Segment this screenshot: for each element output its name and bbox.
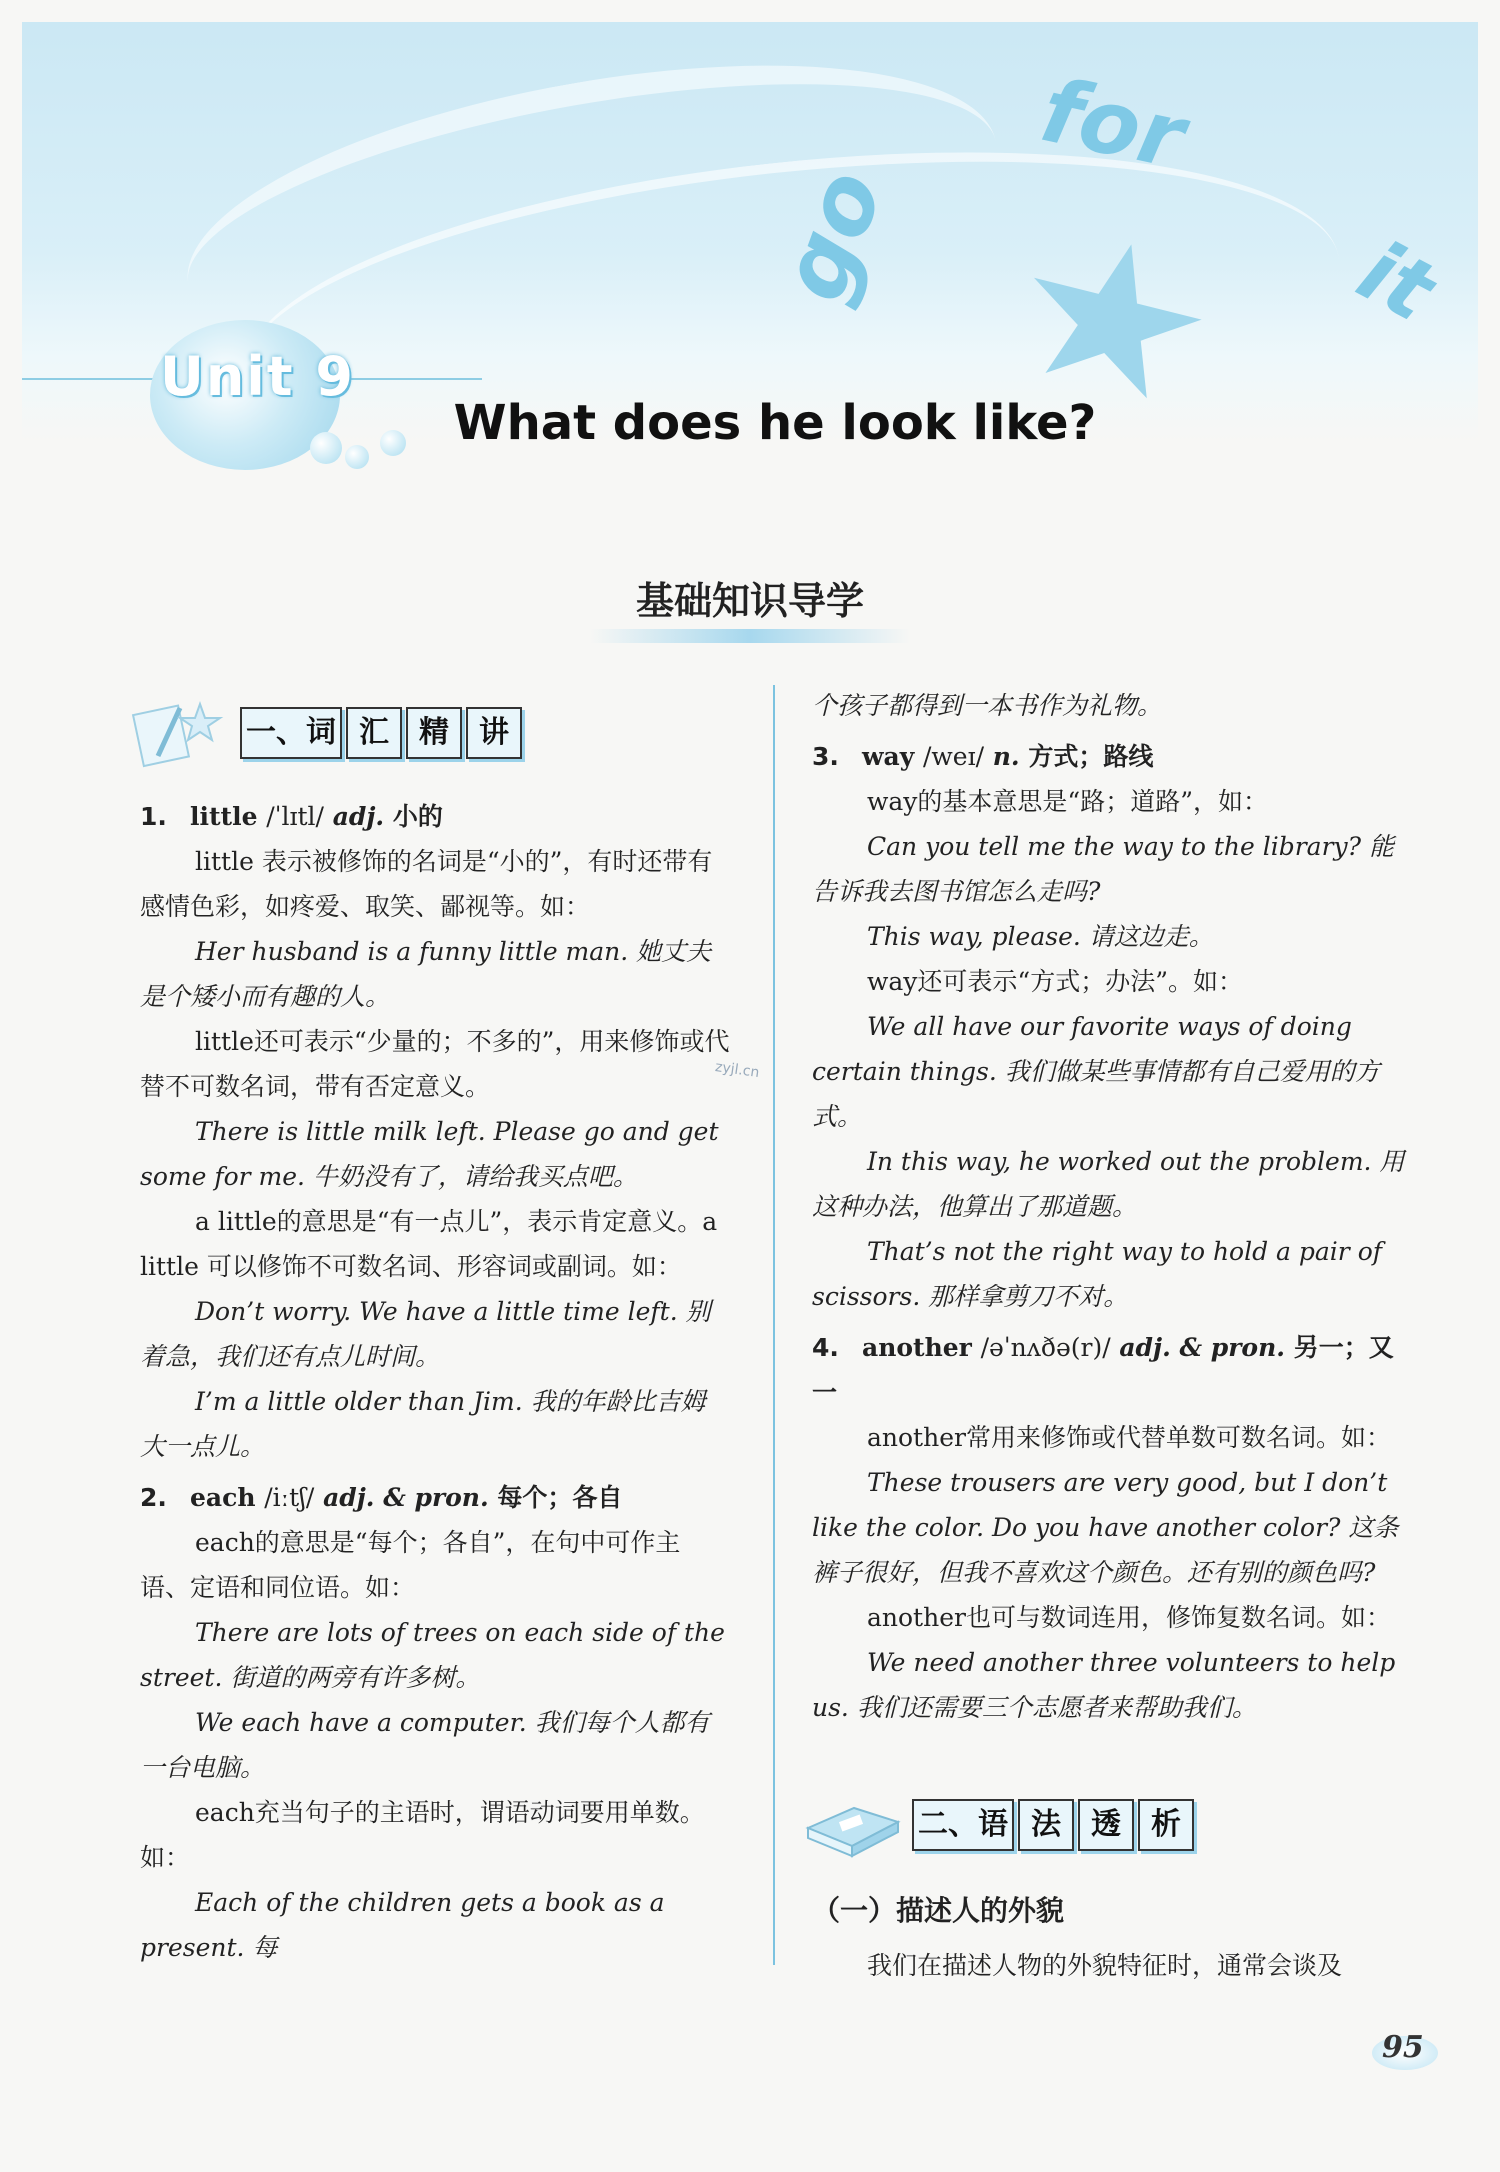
page-number: 95 [1382,2030,1424,2065]
banner-deco-go: go [759,156,904,315]
entry-phonetic: /iːtʃ/ [264,1483,315,1512]
pencil-paper-icon [130,698,230,768]
entry-meaning: 小的 [392,802,443,831]
entry-meaning: 另一；又一 [812,1333,1394,1407]
header-char: 析 [1138,1799,1194,1851]
unit-label: Unit 9 [160,345,355,408]
header-char: 讲 [466,707,522,759]
paragraph: each的意思是“每个；各自”，在句中可作主语、定语和同位语。如： [140,1528,681,1602]
entry-number: 1. [140,802,167,831]
example-sentence: Can you tell me the way to the library? 能告诉我去图书馆怎么走吗? [812,832,1395,906]
header-char: 二、语 [912,1799,1014,1851]
book-icon [802,1790,902,1860]
entry-pos: n. [992,742,1020,771]
example-sentence: That’s not the right way to hold a pair of scissors. 那样拿剪刀不对。 [812,1237,1383,1311]
paragraph: way还可表示“方式；办法”。如： [867,967,1243,996]
paragraph: each充当句子的主语时，谓语动词要用单数。如： [140,1798,705,1872]
example-sentence: In this way, he worked out the problem. 用这种办法，他算出了那道题。 [812,1147,1405,1221]
entry-meaning: 每个；各自 [497,1483,623,1512]
example-sentence: There is little milk left. Please go and get some for me. 牛奶没有了，请给我买点吧。 [140,1117,719,1191]
example-sentence: I’m a little older than Jim. 我的年龄比吉姆大一点儿。 [140,1387,706,1461]
header-char: 汇 [346,707,402,759]
paragraph: 我们在描述人物的外貌特征时，通常会谈及 [867,1951,1343,1980]
paragraph: another也可与数词连用，修饰复数名词。如： [867,1603,1391,1632]
page-title: What does he look like? [453,395,1097,451]
header-char: 法 [1018,1799,1074,1851]
example-sentence: This way, please. 请这边走。 [867,922,1214,951]
column-divider [773,685,775,1965]
header-char: 透 [1078,1799,1134,1851]
entry-heading-way [812,734,1412,779]
example-sentence: We all have our favorite ways of doing certain things. 我们做某些事情都有自己爱用的方式。 [812,1012,1380,1131]
example-sentence: There are lots of trees on each side of the street. 街道的两旁有许多树。 [140,1618,725,1692]
paragraph: a little的意思是“有一点儿”，表示肯定意义。a little 可以修饰不可数名词、形容词或副词。如： [140,1207,718,1281]
part1-header [130,688,730,778]
entry-word: way [862,742,915,771]
watermark: zyjl.cn [714,1058,761,1082]
entry-phonetic: /ˈlɪtl/ [266,802,324,831]
section-title-underline [590,629,910,643]
entry-number: 2. [140,1483,167,1512]
entry-word: little [190,802,258,831]
paragraph: another常用来修饰或代替单数可数名词。如： [867,1423,1391,1452]
section-title [0,570,1500,643]
entry-phonetic: /əˈnʌðə(r)/ [980,1333,1111,1362]
entry-pos: adj. & pron. [323,1483,489,1512]
entry-pos: adj. [332,802,385,831]
entry-meaning: 方式；路线 [1028,742,1154,771]
banner-deco-it: it [1343,221,1450,341]
paragraph: little还可表示“少量的；不多的”，用来修饰或代替不可数名词，带有否定意义。 [140,1027,730,1101]
right-column [812,683,1412,1988]
banner-deco-for: for [1032,58,1194,189]
entry-phonetic: /weɪ/ [922,742,985,771]
paragraph: little 表示被修饰的名词是“小的”，有时还带有感情色彩，如疼爱、取笑、鄙视等。如： [140,847,713,921]
example-sentence: Her husband is a funny little man. 她丈夫是个矮小而有趣的人。 [140,937,712,1011]
example-sentence: We need another three volunteers to help us. 我们还需要三个志愿者来帮助我们。 [812,1648,1396,1722]
entry-heading-little [140,794,730,839]
part2-header-label [912,1799,1194,1851]
part1-header-label [240,707,522,759]
left-column [140,680,730,1970]
entry-heading-each [140,1475,730,1520]
entry-word: another [862,1333,972,1362]
part2-header [802,1780,1412,1870]
entry-word: each [190,1483,256,1512]
entry-number: 4. [812,1333,839,1362]
section-title-text: 基础知识导学 [635,579,864,623]
example-sentence: We each have a computer. 我们每个人都有一台电脑。 [140,1708,710,1782]
example-sentence: Don’t worry. We have a little time left. 别着急，我们还有点儿时间。 [140,1297,711,1371]
entry-heading-another [812,1325,1412,1415]
sub-heading: （一）描述人的外貌 [812,1894,1065,1927]
entry-pos: adj. & pron. [1119,1333,1285,1362]
entry-number: 3. [812,742,839,771]
example-sentence: Each of the children gets a book as a present. 每 [140,1888,665,1962]
example-sentence-continued: 个孩子都得到一本书作为礼物。 [812,691,1163,720]
paragraph: way的基本意思是“路；道路”，如： [867,787,1268,816]
header-char: 一、词 [240,707,342,759]
example-sentence: These trousers are very good, but I don’t like the color. Do you have another color? 这条裤子很好，但我不喜欢这个颜色。还有别的颜色吗? [812,1468,1399,1587]
header-char: 精 [406,707,462,759]
